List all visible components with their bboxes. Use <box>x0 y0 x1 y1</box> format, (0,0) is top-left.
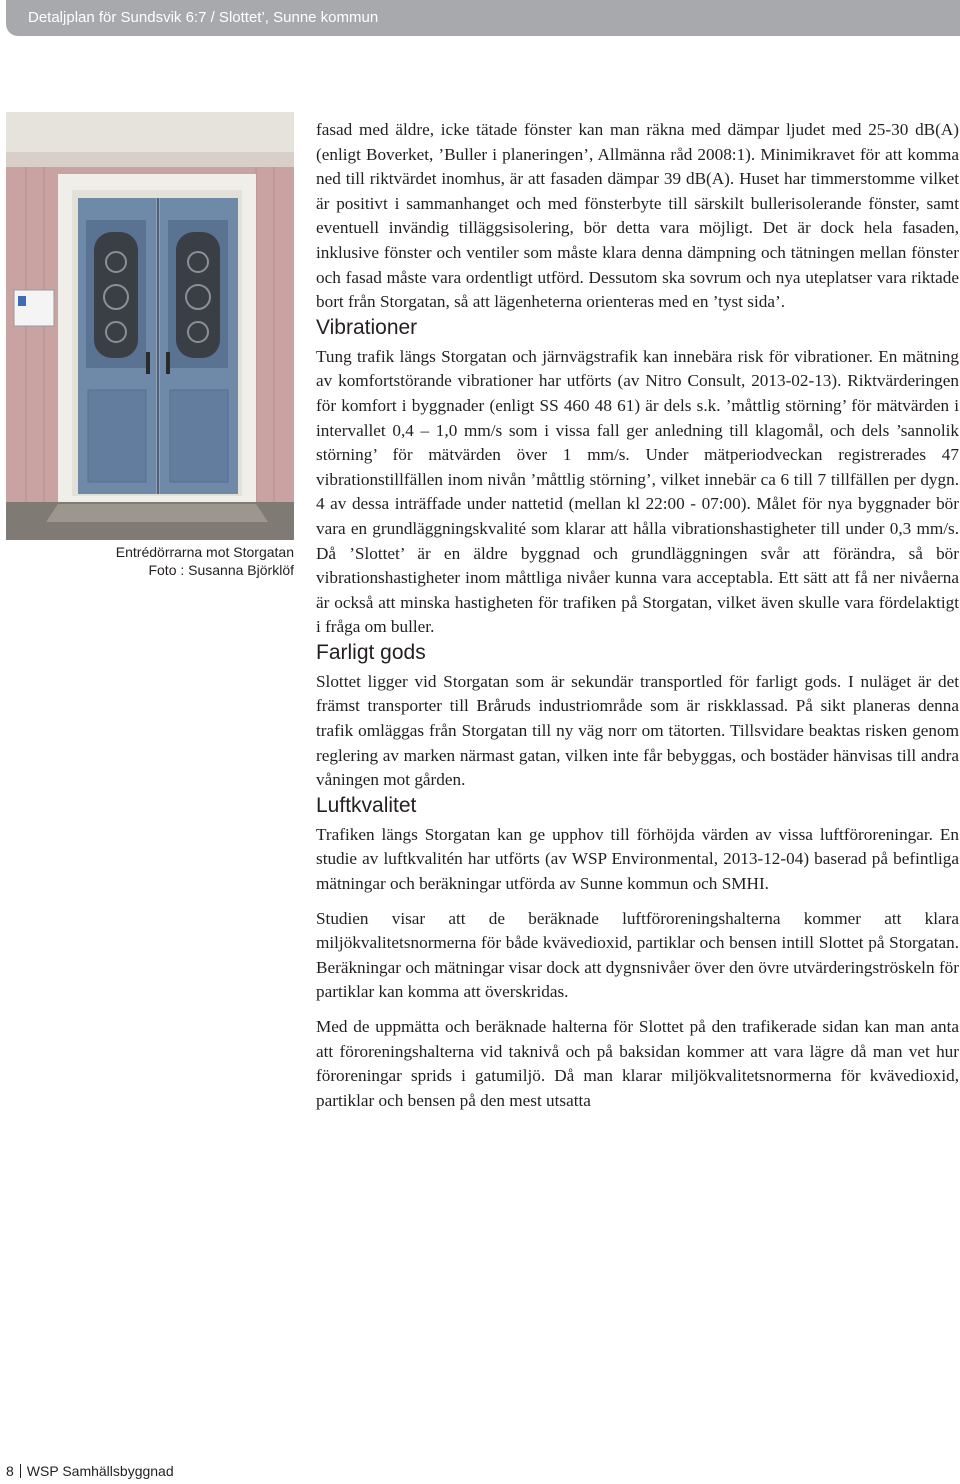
paragraph-luftkvalitet-3: Med de uppmätta och beräknade halterna för Slottet på den trafikerade sidan kan man anta att föroreningshalterna vid taknivå och på baksidan kommer att vara lägre då man vet hur föroreningar sprids i gatumiljö. Då man klarar miljökvalitetsnormerna för kvävedioxid, partiklar och bensen på den mest utsatta <box>316 1017 959 1110</box>
caption-credit: Foto : Susanna Björklöf <box>148 562 294 578</box>
paragraph-luftkvalitet-1: Trafiken längs Storgatan kan ge upphov till förhöjda värden av vissa luftföroreningar. En studie av luftkvalitén har utförts (av WSP Environmental, 2013-12-04) baserad på befintliga mätningar och beräkningar utförda av Sunne kommun och SMHI. <box>316 824 959 894</box>
entrance-door-photo <box>6 112 294 540</box>
publisher-name: WSP Samhällsbyggnad <box>26 1463 174 1479</box>
heading-luftkvalitet: Luftkvalitet <box>316 793 417 817</box>
footer-divider <box>20 1464 21 1478</box>
paragraph-farligt-gods: Slottet ligger vid Storgatan som är sekundär transportled för farligt gods. I nuläget är det främst transporter till Bråruds industriområde som är riskklassad. På sikt planeras denna trafik omläggas från Storgatan till ny väg norr om tätorten. Tillsvidare beaktas risken genom reglering av marken närmast gatan, vilken inte får bebyggas, och bostäder hänvisas till andra våningen mot gården. <box>316 671 959 790</box>
intro-paragraph: fasad med äldre, icke tätade fönster kan man räkna med dämpar ljudet med 25-30 dB(A) (enligt Boverket, ’Buller i planeringen’, Allmänna råd 2008:1). Minimikravet för att komma ned till riktvärdet inomhus, är att fasaden dämpar 39 dB(A). Huset har timmerstomme vilket är positivt i sammanhanget och med fönsterbyte till särskilt bullerisolerande fönster, samt eventuell invändig tilläggsisolering, bör detta vara möjligt. Det är dock hela fasaden, inklusive fönster och ventiler som måste klara denna dämpning och tätningen mellan fönster och fasad måste vara ordentligt utförd. Dessutom ska sovrum och nya uteplatser vara riktade bort från Storgatan, så att lägenheterna orienteras med en ’tyst sida’. <box>316 120 959 312</box>
photo-caption <box>6 543 294 579</box>
paragraph-luftkvalitet-2: Studien visar att de beräknade luftföroreningshalterna kommer att klara miljökvalitetsnormerna för både kvävedioxid, partiklar och bensen intill Slottet på Storgatan. Beräkningar och mätningar visar dock att dygnsnivåer över den övre utvärderingströskeln för partiklar kan komma att överskridas. <box>316 908 959 1002</box>
paragraph-vibrationer: Tung trafik längs Storgatan och järnvägstrafik kan innebära risk för vibrationer. En mätning av komfortstörande vibrationer har utförts (av Nitro Consult, 2013-02-13). Riktvärderingen för komfort i byggnader (enligt SS 460 48 61) är dels s.k. ’måttlig störning’ för mätvärden i intervallet 0,4 – 1,0 mm/s som i vissa fall ger anledning till klagomål, och dels ’sannolik störning’ för mätvärden över 1 mm/s. Under mätperiodveckan registrerades 47 vibrationstillfällen inom nivån ’måttlig störning’, vilket innebär ca 6 till 7 tillfällen per dygn. 4 av dessa inträffade under nattetid (mellan kl 22:00 - 07:00). Målet för nya byggnader bör vara en grundläggningskvalité som klarar att hålla vibrationshastigheter till under 0,3 mm/s. Då ’Slottet’ är en äldre byggnad och grundläggningen svår att förändra, så bör vibrationshastigheter inom måttliga nivåer kunna vara acceptabla. Ett sätt att få ner nivåerna är också att minska hastigheten för trafiken på Storgatan, vilket även skulle vara fördelaktigt i fråga om buller. <box>316 346 959 637</box>
header-bar <box>6 0 960 36</box>
heading-vibrationer: Vibrationer <box>316 315 418 339</box>
caption-title: Entrédörrarna mot Storgatan <box>115 544 294 560</box>
main-content <box>316 118 959 1113</box>
document-title: Detaljplan för Sundsvik 6:7 / Slottet’, Sunne kommun <box>28 9 379 26</box>
page-footer <box>6 1463 174 1479</box>
heading-farligt-gods: Farligt gods <box>316 640 426 664</box>
page-number: 8 <box>6 1463 14 1479</box>
